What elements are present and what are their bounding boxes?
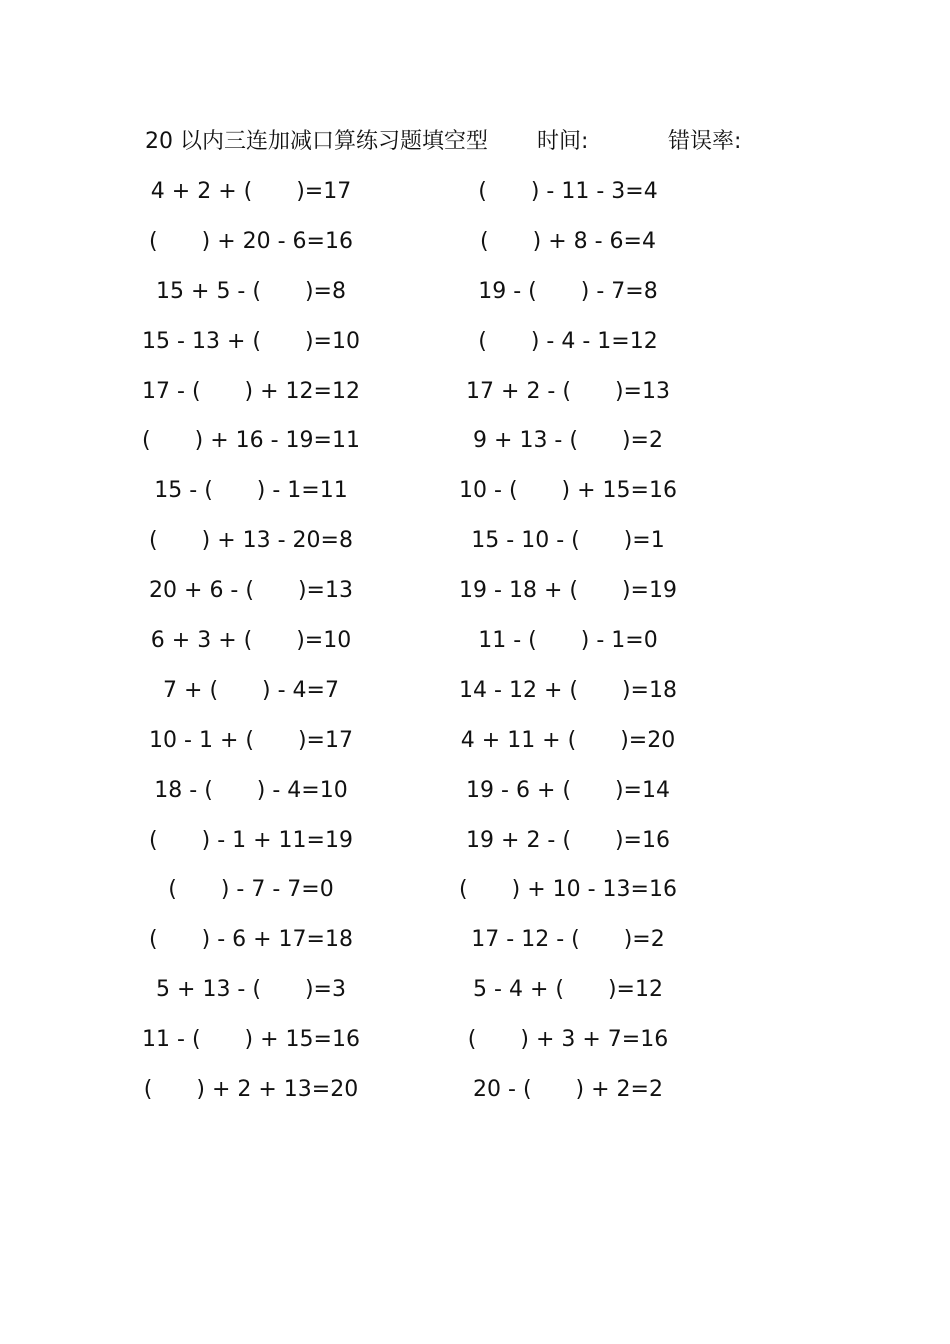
problem-row: ( ) + 2 + 13=20 <box>143 1077 359 1103</box>
problem-row: ( ) - 4 - 1=12 <box>478 328 658 354</box>
problem-row: 10 - ( ) + 15=16 <box>459 478 677 504</box>
problem-row: ( ) - 1 + 11=19 <box>149 827 353 853</box>
problem-row: 19 - ( ) - 7=8 <box>478 278 658 304</box>
problem-row: 15 - 13 + ( )=10 <box>142 328 360 354</box>
problem-row: 5 + 13 - ( )=3 <box>156 977 346 1003</box>
problem-row: 20 + 6 - ( )=13 <box>149 578 353 604</box>
problem-row: 18 - ( ) - 4=10 <box>154 777 348 803</box>
problem-row: 20 - ( ) + 2=2 <box>473 1077 663 1103</box>
problem-row: 4 + 2 + ( )=17 <box>150 179 352 204</box>
problem-row: 11 - ( ) - 1=0 <box>478 628 658 654</box>
problem-row: 11 - ( ) + 15=16 <box>142 1027 360 1053</box>
problem-row: 14 - 12 + ( )=18 <box>459 677 677 703</box>
problem-row: ( ) - 11 - 3=4 <box>478 179 658 204</box>
problem-row: ( ) + 10 - 13=16 <box>459 877 677 903</box>
problem-row: 5 - 4 + ( )=12 <box>473 977 663 1003</box>
problem-row: 17 - ( ) + 12=12 <box>142 378 360 404</box>
problem-row: 10 - 1 + ( )=17 <box>149 727 353 753</box>
problem-row: 19 - 18 + ( )=19 <box>459 578 677 604</box>
problem-row: 9 + 13 - ( )=2 <box>473 428 663 454</box>
problem-row: ( ) + 8 - 6=4 <box>480 228 656 254</box>
problem-row: 15 - ( ) - 1=11 <box>154 478 348 504</box>
problem-row: 6 + 3 + ( )=10 <box>150 628 352 654</box>
problem-row: 4 + 11 + ( )=20 <box>460 727 676 753</box>
problem-row: 15 - 10 - ( )=1 <box>471 528 665 554</box>
worksheet-header <box>145 124 785 160</box>
problem-row: 17 - 12 - ( )=2 <box>471 927 665 953</box>
time-label: 时间: <box>537 129 589 154</box>
problem-row: ( ) + 20 - 6=16 <box>149 228 353 254</box>
right-problem-column <box>455 175 681 1123</box>
worksheet-title: 20 以内三连加减口算练习题填空型 <box>145 129 488 154</box>
problem-row: ( ) + 13 - 20=8 <box>149 528 353 554</box>
problem-row: ( ) - 7 - 7=0 <box>168 877 334 903</box>
error-rate-label: 错误率: <box>668 129 742 154</box>
problem-row: 19 - 6 + ( )=14 <box>466 777 670 803</box>
problem-row: 7 + ( ) - 4=7 <box>163 677 339 703</box>
problem-row: 15 + 5 - ( )=8 <box>156 278 346 304</box>
problem-row: ( ) + 3 + 7=16 <box>467 1027 669 1053</box>
problem-row: 19 + 2 - ( )=16 <box>466 827 670 853</box>
problem-row: ( ) - 6 + 17=18 <box>149 927 353 953</box>
problem-row: ( ) + 16 - 19=11 <box>142 428 360 454</box>
problem-row: 17 + 2 - ( )=13 <box>466 378 670 404</box>
left-problem-column <box>140 175 362 1123</box>
